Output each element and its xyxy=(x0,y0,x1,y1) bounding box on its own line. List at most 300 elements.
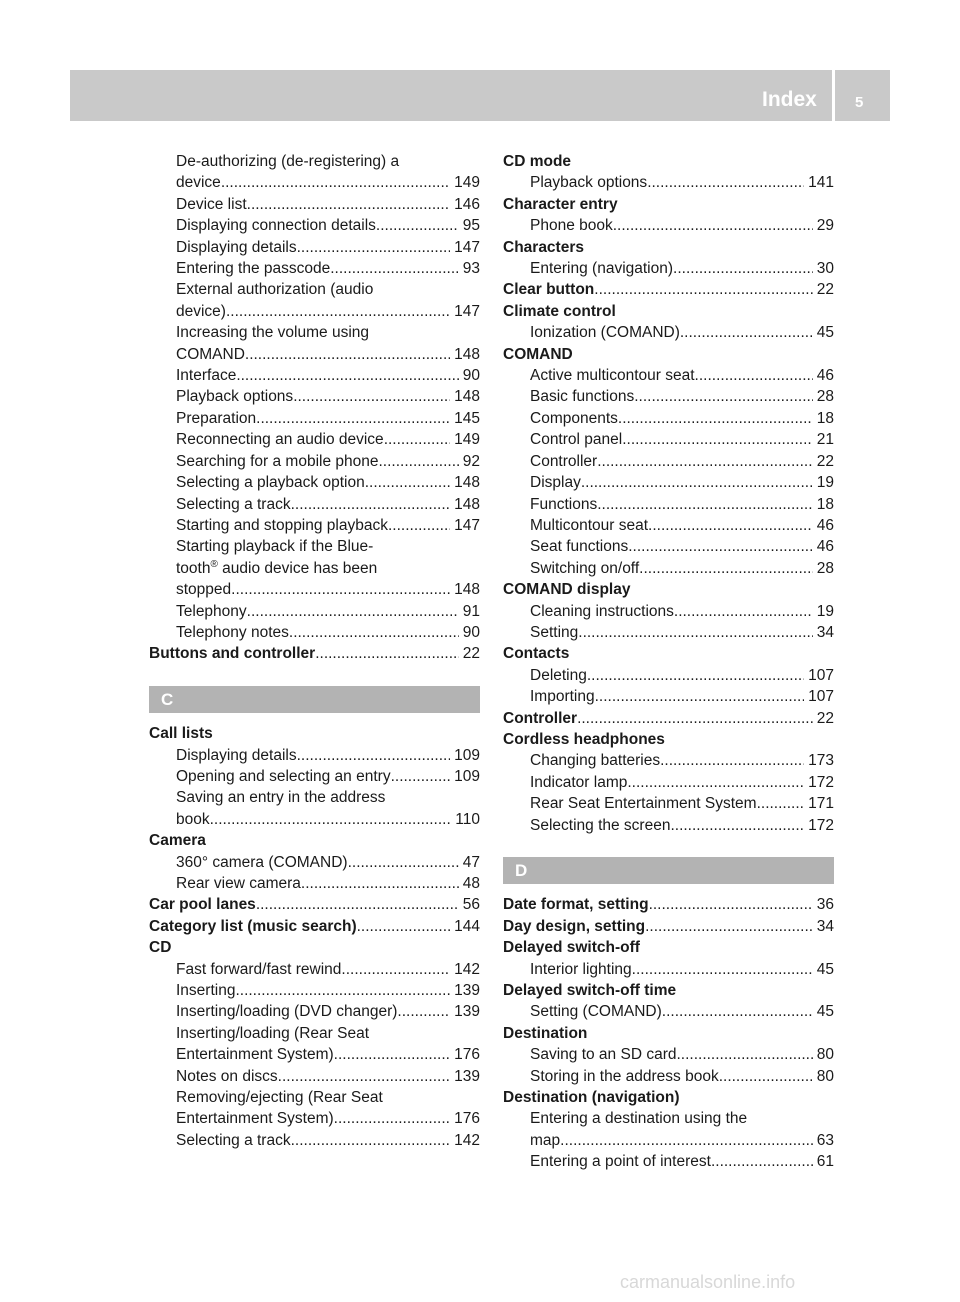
leader-dots xyxy=(577,708,813,729)
entry-text: Inserting/loading (Rear Seat xyxy=(176,1024,370,1042)
spacer xyxy=(503,884,834,894)
page-ref: 149 xyxy=(454,431,480,449)
leader-dots xyxy=(397,1001,450,1022)
index-entry xyxy=(149,472,480,493)
index-entry xyxy=(149,745,480,766)
index-entry xyxy=(149,959,480,980)
page-ref: 146 xyxy=(454,195,480,213)
entry-text: book xyxy=(176,810,210,828)
leader-dots xyxy=(365,472,450,493)
index-heading: Cordless headphones xyxy=(503,730,665,748)
leader-dots xyxy=(594,279,812,300)
page-ref: 45 xyxy=(816,324,834,342)
index-entry xyxy=(503,429,834,450)
entry-text: Seat functions xyxy=(530,538,629,556)
entry-text: Telephony notes xyxy=(176,623,289,641)
page-ref: 22 xyxy=(816,452,834,470)
page-ref: 109 xyxy=(454,746,480,764)
index-entry xyxy=(149,322,480,343)
index-heading: Call lists xyxy=(149,725,213,743)
page-ref: 30 xyxy=(816,260,834,278)
index-entry xyxy=(149,579,480,600)
leader-dots xyxy=(357,916,451,937)
entry-text: Removing/ejecting (Rear Seat xyxy=(176,1089,383,1107)
entry-text-cont: audio device has been xyxy=(217,559,378,577)
page-ref: 19 xyxy=(816,602,834,620)
leader-dots xyxy=(676,1044,812,1065)
entry-text: Saving an entry in the address xyxy=(176,789,386,807)
leader-dots xyxy=(291,1130,451,1151)
leader-dots xyxy=(595,686,805,707)
page-ref: 148 xyxy=(454,345,480,363)
index-column-left xyxy=(149,151,480,1151)
page-ref: 28 xyxy=(816,388,834,406)
spacer xyxy=(503,836,834,857)
index-entry xyxy=(149,1130,480,1151)
leader-dots xyxy=(647,172,804,193)
index-entry xyxy=(149,1044,480,1065)
leader-dots xyxy=(384,429,450,450)
index-heading: Camera xyxy=(149,832,206,850)
page-ref: 142 xyxy=(454,1131,480,1149)
index-heading: COMAND xyxy=(503,345,573,363)
leader-dots xyxy=(297,745,451,766)
index-entry xyxy=(149,408,480,429)
entry-text: Components xyxy=(530,409,618,427)
index-entry xyxy=(503,1066,834,1087)
entry-text: Entertainment System) xyxy=(176,1046,334,1064)
index-entry xyxy=(149,429,480,450)
registered-mark: ® xyxy=(210,558,218,570)
index-entry xyxy=(503,386,834,407)
page-ref: 18 xyxy=(816,495,834,513)
page-ref: 48 xyxy=(462,875,480,892)
leader-dots xyxy=(645,916,813,937)
index-entry xyxy=(149,258,480,279)
page-ref: 56 xyxy=(462,896,480,914)
page-ref: 22 xyxy=(462,645,480,663)
page-ref: 22 xyxy=(816,281,834,299)
leader-dots xyxy=(226,301,450,322)
index-entry xyxy=(149,151,480,172)
leader-dots xyxy=(256,894,459,915)
index-entry xyxy=(149,237,480,258)
entry-text: Setting xyxy=(530,623,579,641)
index-heading: CD mode xyxy=(503,153,572,170)
index-entry xyxy=(149,852,480,873)
index-entry xyxy=(149,766,480,787)
leader-dots xyxy=(301,873,459,894)
entry-text: Car pool lanes xyxy=(149,896,256,914)
page-ref: 145 xyxy=(454,409,480,427)
page-ref: 172 xyxy=(808,773,834,791)
page-ref: 148 xyxy=(454,474,480,492)
index-entry xyxy=(503,279,834,300)
index-entry xyxy=(149,809,480,830)
entry-text: Inserting/loading (DVD changer) xyxy=(176,1003,398,1021)
index-entry xyxy=(149,873,480,894)
leader-dots xyxy=(245,344,450,365)
leader-dots xyxy=(597,451,813,472)
entry-text: Selecting a track xyxy=(176,495,291,513)
page-ref: 46 xyxy=(816,367,834,385)
index-entry xyxy=(503,472,834,493)
index-entry xyxy=(503,665,834,686)
index-heading: Delayed switch-off xyxy=(503,939,640,957)
leader-dots xyxy=(632,959,813,980)
index-heading: Delayed switch-off time xyxy=(503,982,677,1000)
page-ref: 90 xyxy=(462,367,480,385)
page-ref: 95 xyxy=(462,217,480,235)
entry-text: Clear button xyxy=(503,281,595,299)
index-heading: Destination (navigation) xyxy=(503,1089,680,1107)
entry-text: Saving to an SD card xyxy=(530,1046,677,1064)
leader-dots xyxy=(391,766,451,787)
entry-text: Active multicontour seat xyxy=(530,367,695,385)
leader-dots xyxy=(376,215,459,236)
entry-text: Switching on/off xyxy=(530,559,640,577)
entry-text: Playback options xyxy=(530,174,648,192)
index-entry xyxy=(149,172,480,193)
index-entry xyxy=(149,536,480,557)
index-entry xyxy=(149,1066,480,1087)
leader-dots xyxy=(330,258,459,279)
leader-dots xyxy=(315,643,459,664)
index-entry xyxy=(149,515,480,536)
index-entry xyxy=(149,494,480,515)
leader-dots xyxy=(291,494,451,515)
page-ref: 109 xyxy=(454,767,480,785)
page-ref: 171 xyxy=(808,795,834,813)
leader-dots xyxy=(670,815,804,836)
entry-text: Multicontour seat xyxy=(530,516,649,534)
entry-text: Date format, setting xyxy=(503,896,649,914)
entry-text: Notes on discs xyxy=(176,1067,278,1085)
index-entry xyxy=(149,894,480,915)
page-ref: 141 xyxy=(808,174,834,192)
entry-text: Ionization (COMAND) xyxy=(530,324,680,342)
entry-text: Starting playback if the Blue- xyxy=(176,538,374,556)
entry-text: stopped xyxy=(176,581,232,599)
entry-text: External authorization (audio xyxy=(176,281,374,299)
entry-text: Entering a destination using the xyxy=(530,1110,748,1128)
entry-text: Starting and stopping playback xyxy=(176,516,388,534)
entry-text: Functions xyxy=(530,495,598,513)
entry-text: Category list (music search) xyxy=(149,917,357,935)
index-entry xyxy=(149,451,480,472)
entry-text: device xyxy=(176,174,221,192)
page-ref: 61 xyxy=(816,1153,834,1171)
index-entry xyxy=(503,515,834,536)
entry-text: map xyxy=(530,1131,561,1149)
entry-text: Display xyxy=(530,474,581,492)
page-ref: 93 xyxy=(462,260,480,278)
index-entry xyxy=(503,451,834,472)
index-entry xyxy=(503,772,834,793)
index-entry xyxy=(149,1001,480,1022)
entry-text: Inserting xyxy=(176,982,236,1000)
page-ref: 80 xyxy=(816,1046,834,1064)
watermark: carmanualsonline.info xyxy=(620,1272,796,1292)
page-ref: 21 xyxy=(816,431,834,449)
index-heading: Destination xyxy=(503,1024,588,1042)
entry-text: Entering (navigation) xyxy=(530,260,674,278)
entry-text: Phone book xyxy=(530,217,613,235)
page-ref: 18 xyxy=(816,409,834,427)
leader-dots xyxy=(695,365,813,386)
index-entry xyxy=(149,344,480,365)
leader-dots xyxy=(618,408,813,429)
page-ref: 173 xyxy=(808,752,834,770)
index-entry xyxy=(149,386,480,407)
leader-dots xyxy=(662,1001,813,1022)
page-ref: 147 xyxy=(454,238,480,256)
leader-dots xyxy=(578,622,812,643)
page-ref: 142 xyxy=(454,960,480,978)
leader-dots xyxy=(247,194,450,215)
index-heading: COMAND display xyxy=(503,581,631,599)
leader-dots xyxy=(235,980,450,1001)
index-entry xyxy=(149,215,480,236)
index-entry xyxy=(503,558,834,579)
page-ref: 46 xyxy=(816,538,834,556)
index-entry xyxy=(503,686,834,707)
section-letter-d: D xyxy=(503,857,834,884)
index-entry xyxy=(149,279,480,300)
page-ref: 139 xyxy=(454,982,480,1000)
index-entry xyxy=(149,643,480,664)
entry-text: Playback options xyxy=(176,388,294,406)
index-entry xyxy=(503,601,834,622)
page-ref: 22 xyxy=(816,709,834,727)
leader-dots xyxy=(613,215,813,236)
index-entry xyxy=(503,916,834,937)
entry-text: Increasing the volume using xyxy=(176,324,370,342)
leader-dots xyxy=(597,494,813,515)
index-entry xyxy=(503,172,834,193)
page-ref: 46 xyxy=(816,516,834,534)
leader-dots xyxy=(256,408,450,429)
page-ref: 176 xyxy=(454,1046,480,1064)
page-ref: 172 xyxy=(808,816,834,834)
index-entry xyxy=(149,365,480,386)
header-divider xyxy=(832,70,835,121)
entry-text: Displaying connection details xyxy=(176,217,376,235)
leader-dots xyxy=(757,793,805,814)
leader-dots xyxy=(348,852,459,873)
leader-dots xyxy=(293,386,450,407)
page-ref: 176 xyxy=(454,1110,480,1128)
leader-dots xyxy=(581,472,813,493)
entry-text: Displaying details xyxy=(176,746,297,764)
entry-text: Fast forward/fast rewind xyxy=(176,960,342,978)
page-ref: 139 xyxy=(454,1067,480,1085)
page-ref: 36 xyxy=(816,896,834,914)
entry-text: Rear view camera xyxy=(176,875,301,892)
index-entry xyxy=(503,1044,834,1065)
entry-text: Entering the passcode xyxy=(176,260,331,278)
leader-dots xyxy=(587,665,804,686)
entry-text: Selecting a playback option xyxy=(176,474,365,492)
leader-dots xyxy=(639,558,813,579)
page-ref: 34 xyxy=(816,623,834,641)
index-entry xyxy=(503,215,834,236)
leader-dots xyxy=(334,1108,450,1129)
leader-dots xyxy=(231,579,450,600)
leader-dots xyxy=(628,536,813,557)
entry-text: Entertainment System) xyxy=(176,1110,334,1128)
leader-dots xyxy=(334,1044,450,1065)
index-entry xyxy=(503,494,834,515)
index-entry xyxy=(503,894,834,915)
page-ref: 90 xyxy=(462,623,480,641)
index-entry xyxy=(503,708,834,729)
leader-dots xyxy=(649,894,813,915)
index-entry xyxy=(149,301,480,322)
index-entry xyxy=(149,601,480,622)
entry-text: De-authorizing (de-registering) a xyxy=(176,153,400,170)
leader-dots xyxy=(673,258,813,279)
leader-dots xyxy=(711,1151,813,1172)
leader-dots xyxy=(719,1066,813,1087)
page-ref: 47 xyxy=(462,853,480,871)
index-entry xyxy=(503,793,834,814)
page-ref: 80 xyxy=(816,1067,834,1085)
entry-text: Deleting xyxy=(530,666,587,684)
page-number: 5 xyxy=(855,94,864,111)
leader-dots xyxy=(289,622,459,643)
index-entry xyxy=(149,1087,480,1108)
entry-text: Importing xyxy=(530,688,595,706)
index-entry xyxy=(149,1023,480,1044)
page-ref: 92 xyxy=(462,452,480,470)
page-ref: 147 xyxy=(454,516,480,534)
index-entry xyxy=(503,536,834,557)
leader-dots xyxy=(648,515,813,536)
leader-dots xyxy=(341,959,450,980)
index-heading: Character entry xyxy=(503,195,618,213)
entry-text: Entering a point of interest xyxy=(530,1153,711,1171)
leader-dots xyxy=(660,750,804,771)
leader-dots xyxy=(247,601,459,622)
entry-text: Searching for a mobile phone xyxy=(176,452,379,470)
leader-dots xyxy=(379,451,459,472)
entry-text: Interior lighting xyxy=(530,960,632,978)
entry-text: Setting (COMAND) xyxy=(530,1003,662,1021)
page-ref: 144 xyxy=(454,917,480,935)
index-entry xyxy=(503,1130,834,1151)
index-entry xyxy=(503,1001,834,1022)
index-heading: Characters xyxy=(503,238,584,256)
page-ref: 148 xyxy=(454,495,480,513)
page-ref: 139 xyxy=(454,1003,480,1021)
index-entry xyxy=(149,787,480,808)
entry-text: Interface xyxy=(176,367,237,385)
leader-dots xyxy=(210,809,452,830)
page-title: Index xyxy=(762,88,817,111)
entry-text: Selecting the screen xyxy=(530,816,671,834)
leader-dots xyxy=(388,515,450,536)
page-ref: 34 xyxy=(816,917,834,935)
leader-dots xyxy=(236,365,458,386)
leader-dots xyxy=(634,386,813,407)
entry-text: Displaying details xyxy=(176,238,297,256)
page-ref: 19 xyxy=(816,474,834,492)
entry-text: Day design, setting xyxy=(503,917,646,935)
page-ref: 110 xyxy=(455,810,480,828)
index-entry xyxy=(149,916,480,937)
index-entry xyxy=(503,1151,834,1172)
leader-dots xyxy=(674,601,813,622)
entry-text: Basic functions xyxy=(530,388,635,406)
entry-text: 360° camera (COMAND) xyxy=(176,853,348,871)
index-entry xyxy=(503,1108,834,1129)
index-entry xyxy=(149,194,480,215)
leader-dots xyxy=(680,322,813,343)
entry-text: Storing in the address book xyxy=(530,1067,719,1085)
entry-text: Selecting a track xyxy=(176,1131,291,1149)
spacer xyxy=(149,665,480,686)
entry-text: Controller xyxy=(503,709,578,727)
leader-dots xyxy=(221,172,450,193)
page-ref: 107 xyxy=(808,688,834,706)
page-ref: 29 xyxy=(816,217,834,235)
index-entry xyxy=(149,980,480,1001)
index-heading: Climate control xyxy=(503,302,616,320)
leader-dots xyxy=(278,1066,450,1087)
leader-dots xyxy=(622,429,813,450)
page-ref: 28 xyxy=(816,559,834,577)
page-ref: 148 xyxy=(454,581,480,599)
entry-text: Controller xyxy=(530,452,598,470)
page-ref: 148 xyxy=(454,388,480,406)
index-entry xyxy=(149,622,480,643)
index-entry xyxy=(503,622,834,643)
index-entry xyxy=(149,558,480,579)
entry-text: Rear Seat Entertainment System xyxy=(530,795,757,813)
entry-text: Device list xyxy=(176,195,247,213)
leader-dots xyxy=(560,1130,813,1151)
page-ref: 45 xyxy=(816,960,834,978)
page-ref: 45 xyxy=(816,1003,834,1021)
entry-text: Indicator lamp xyxy=(530,773,628,791)
entry-text: Preparation xyxy=(176,409,257,427)
entry-text: Telephony xyxy=(176,602,247,620)
index-entry xyxy=(149,1108,480,1129)
page-ref: 107 xyxy=(808,666,834,684)
index-heading: CD xyxy=(149,939,172,957)
index-entry xyxy=(503,959,834,980)
entry-text: Reconnecting an audio device xyxy=(176,431,384,449)
index-entry xyxy=(503,258,834,279)
entry-text: Changing batteries xyxy=(530,752,661,770)
entry-text: Opening and selecting an entry xyxy=(176,767,391,785)
entry-text: Buttons and controller xyxy=(149,645,316,663)
page-ref: 91 xyxy=(462,602,480,620)
entry-text: device) xyxy=(176,302,226,320)
index-entry xyxy=(503,365,834,386)
leader-dots xyxy=(627,772,804,793)
index-entry xyxy=(503,815,834,836)
entry-text: Cleaning instructions xyxy=(530,602,674,620)
page-ref: 147 xyxy=(454,302,480,320)
index-column-right xyxy=(503,151,834,1173)
entry-text: tooth xyxy=(176,559,211,577)
section-letter-c: C xyxy=(149,686,480,713)
page-ref: 149 xyxy=(454,174,480,192)
page-ref: 63 xyxy=(816,1131,834,1149)
leader-dots xyxy=(297,237,451,258)
